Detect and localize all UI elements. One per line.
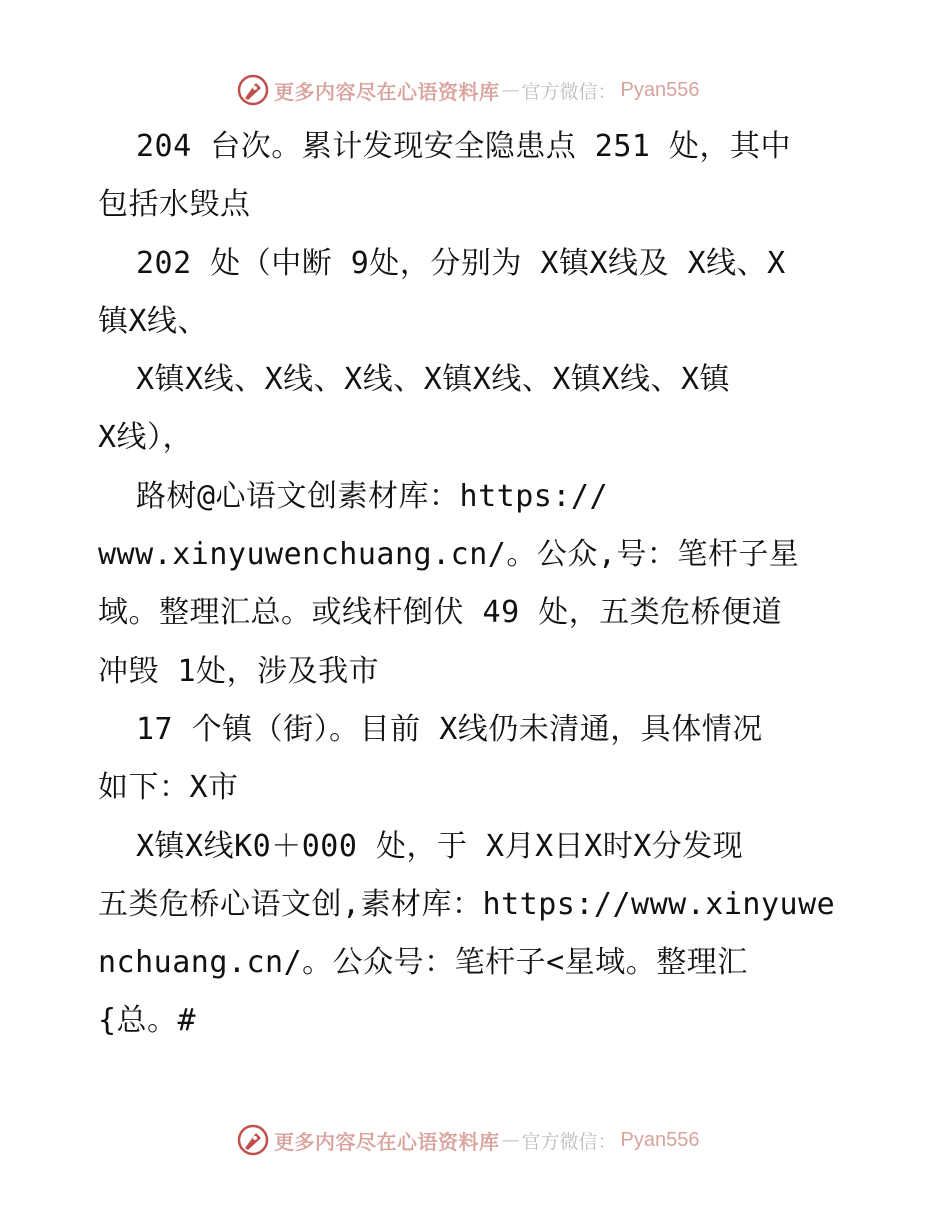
- watermark-text: 更多内容尽在心语资料库: [274, 79, 500, 104]
- pen-nib-logo-icon: [236, 1123, 270, 1157]
- watermark-contact-label: 官方微信：: [521, 1130, 617, 1153]
- watermark-contact-id: Pyan556: [620, 1128, 700, 1151]
- pen-nib-logo-icon: [236, 73, 270, 107]
- body-line: X镇X线、X线、X线、X镇X线、X镇X线、X镇: [136, 362, 731, 398]
- watermark-contact-id: Pyan556: [620, 78, 700, 101]
- body-line: nchuang.cn/。公众号：笔杆子<星域。整理汇: [98, 945, 748, 981]
- body-line: 域。整理汇总。或线杆倒伏 49 处，五类危桥便道: [98, 595, 783, 631]
- watermark-dash: —: [501, 1129, 520, 1151]
- body-line: 204 台次。累计发现安全隐患点 251 处，其中: [136, 129, 792, 164]
- body-line: 镇X线、: [98, 303, 209, 339]
- body-line: www.xinyuwenchuang.cn/。公众,号：笔杆子星: [98, 537, 800, 573]
- body-line: 冲毁 1处，涉及我市: [98, 653, 380, 689]
- body-line: {总。#: [98, 1003, 197, 1039]
- watermark-dash: —: [501, 79, 520, 101]
- watermark-contact-label: 官方微信：: [521, 80, 617, 103]
- body-line: X线），: [98, 420, 194, 456]
- document-body: [98, 118, 858, 1051]
- body-line: 路树@心语文创素材库：https://: [136, 478, 609, 514]
- body-line: 如下：X市: [98, 770, 239, 806]
- body-line: 202 处（中断 9处，分别为 X镇X线及 X线、X: [136, 245, 786, 281]
- watermark-text: 更多内容尽在心语资料库: [274, 1129, 500, 1154]
- body-line: 17 个镇（街）。目前 X线仍未清通，具体情况: [136, 711, 763, 747]
- body-line: X镇X线K0＋000 处，于 X月X日X时X分发现: [136, 828, 744, 864]
- body-line: 五类危桥心语文创,素材库：https://www.xinyuwe: [98, 886, 836, 922]
- body-line: 包括水毁点: [98, 187, 251, 223]
- header-watermark: [236, 72, 756, 108]
- footer-watermark: [236, 1122, 756, 1158]
